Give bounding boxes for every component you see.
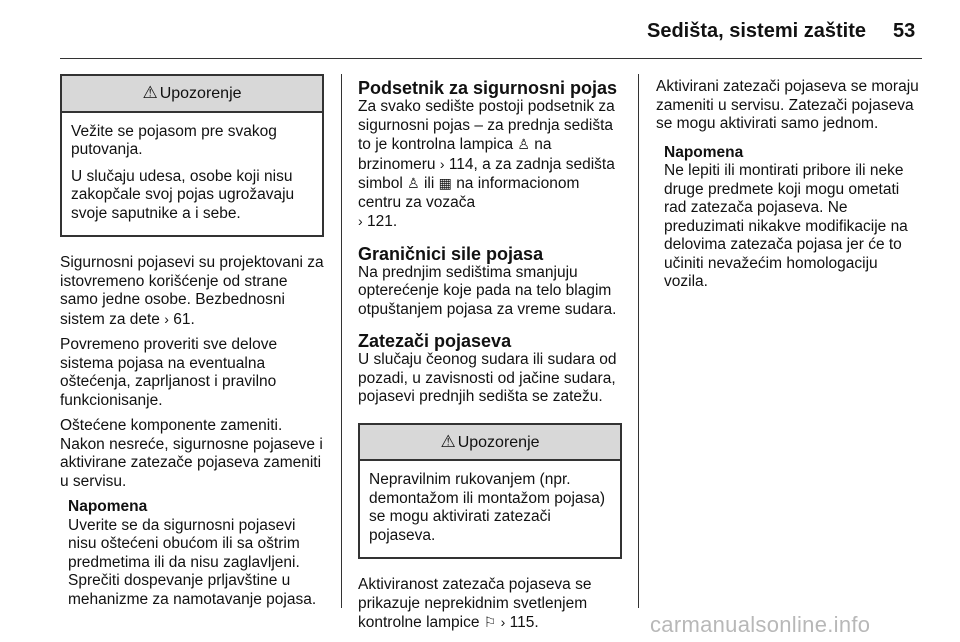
page-header-title: Sedišta, sistemi zaštite (647, 20, 866, 42)
warning-body (360, 461, 620, 557)
warning-triangle-icon: ⚠ (440, 431, 456, 451)
paragraph: Povremeno proveriti sve delove sistema pojasa na eventualna oštećenja, zaprljanost i pravilno funkcionisanje. (60, 336, 278, 409)
page-ref-arrow-icon: › (439, 155, 445, 172)
section-heading: Zatezači pojaseva (358, 331, 512, 351)
column-divider (341, 74, 342, 608)
warning-box (60, 74, 324, 237)
page-ref: 115. (509, 614, 539, 631)
page-ref-arrow-icon: › (358, 213, 363, 229)
paragraph: Aktivirani zatezači pojaseva se moraju zameniti u servisu. Zatezači pojaseva se mogu aktivirati samo jednom. (656, 78, 919, 132)
column-2 (358, 78, 622, 640)
paragraph-text: na informacionom centru za vozača (358, 175, 580, 211)
warning-body (62, 113, 322, 236)
watermark: carmanualsonline.info (650, 612, 871, 637)
paragraph (358, 98, 622, 232)
page-ref-arrow-icon: › (500, 614, 506, 630)
section-heading: Podsetnik za sigurnosni pojas (358, 78, 618, 98)
note (68, 498, 324, 609)
paragraph (358, 576, 622, 633)
note-title: Napomena (68, 498, 148, 515)
paragraph: U slučaju čeonog sudara ili sudara od pozadi, u zavisnosti od jačine sudara, pojasevi prednjih sedišta se zatežu. (358, 351, 617, 405)
paragraph: Oštećene komponente zameniti. Nakon nesreće, sigurnosne pojaseve i aktivirane zatezače pojaseva zameniti u servisu. (60, 417, 323, 490)
warning-box (358, 423, 622, 560)
warning-header (62, 76, 322, 113)
rear-seat-symbol-icon: ▦ (438, 175, 452, 191)
warning-text: Vežite se pojasom pre svakog putovanja. (71, 122, 277, 158)
page-ref: 114, a za zadnja sedišta simbol (358, 155, 615, 192)
page-number: 53 (893, 20, 916, 42)
warning-triangle-icon: ⚠ (142, 83, 158, 102)
paragraph-text: Sigurnosni pojasevi su projektovani za istovremeno korišćenje od strane samo jedne osobe. Bezbednosni sistem za dete (60, 254, 324, 328)
warning-text: U slučaju udesa, osobe koji nisu zakopčale svoj pojas ugrožavaju svoje saputnike a i sebe. (71, 167, 295, 222)
column-3 (656, 78, 920, 292)
warning-title: Upozorenje (159, 85, 242, 102)
note-body: Uverite se da sigurnosni pojasevi nisu oštećeni obućom ili sa oštrim predmetima ili da nisu zaglavljeni. Sprečiti dospevanje prljavštine u mehanizme za namotavanje pojasa. (68, 516, 317, 608)
seatbelt-lamp-icon: ♙ (517, 136, 530, 152)
note-body: Ne lepiti ili montirati pribore ili neke druge predmete koji mogu ometati rad zatezača pojaseva. Ne preduzimati nikakve modifikacije na delovima zatezača pojasa jer će to učiniti nevažećim homologaciju vozila. (664, 162, 908, 290)
header-rule (60, 58, 922, 59)
paragraph-text: ili (423, 175, 435, 192)
pretensioner-lamp-icon: ⚐ (483, 614, 497, 630)
note-title: Napomena (664, 143, 744, 161)
warning-text: Nepravilnim rukovanjem (npr. demontažom ili montažom pojasa) se mogu aktivirati zatezači pojaseva. (369, 471, 606, 544)
paragraph-text: na brzinomeru (358, 136, 552, 173)
page-ref: 61. (173, 310, 195, 328)
column-divider (638, 74, 639, 608)
paragraph: Na prednjim sedištima smanjuju opterećenje koje pada na telo blagim otpuštanjem pojasa za vreme sudara. (358, 263, 617, 318)
paragraph (60, 254, 324, 329)
paragraph-text: Aktiviranost zatezača pojaseva se prikazuje neprekidnim svetlenjem kontrolne lampice (358, 576, 592, 631)
warning-title: Upozorenje (457, 433, 540, 451)
paragraph-text: Za svako sedište postoji podsetnik za sigurnosni pojas – za prednja sedišta to je kontrolna lampica (358, 98, 615, 153)
section-heading: Graničnici sile pojasa (358, 243, 544, 264)
page-ref: 121. (366, 213, 398, 230)
warning-header (360, 425, 620, 462)
page-ref-arrow-icon: › (164, 310, 169, 327)
note (664, 144, 920, 292)
column-1 (60, 74, 324, 609)
seatbelt-symbol-icon: ♙ (407, 175, 420, 191)
